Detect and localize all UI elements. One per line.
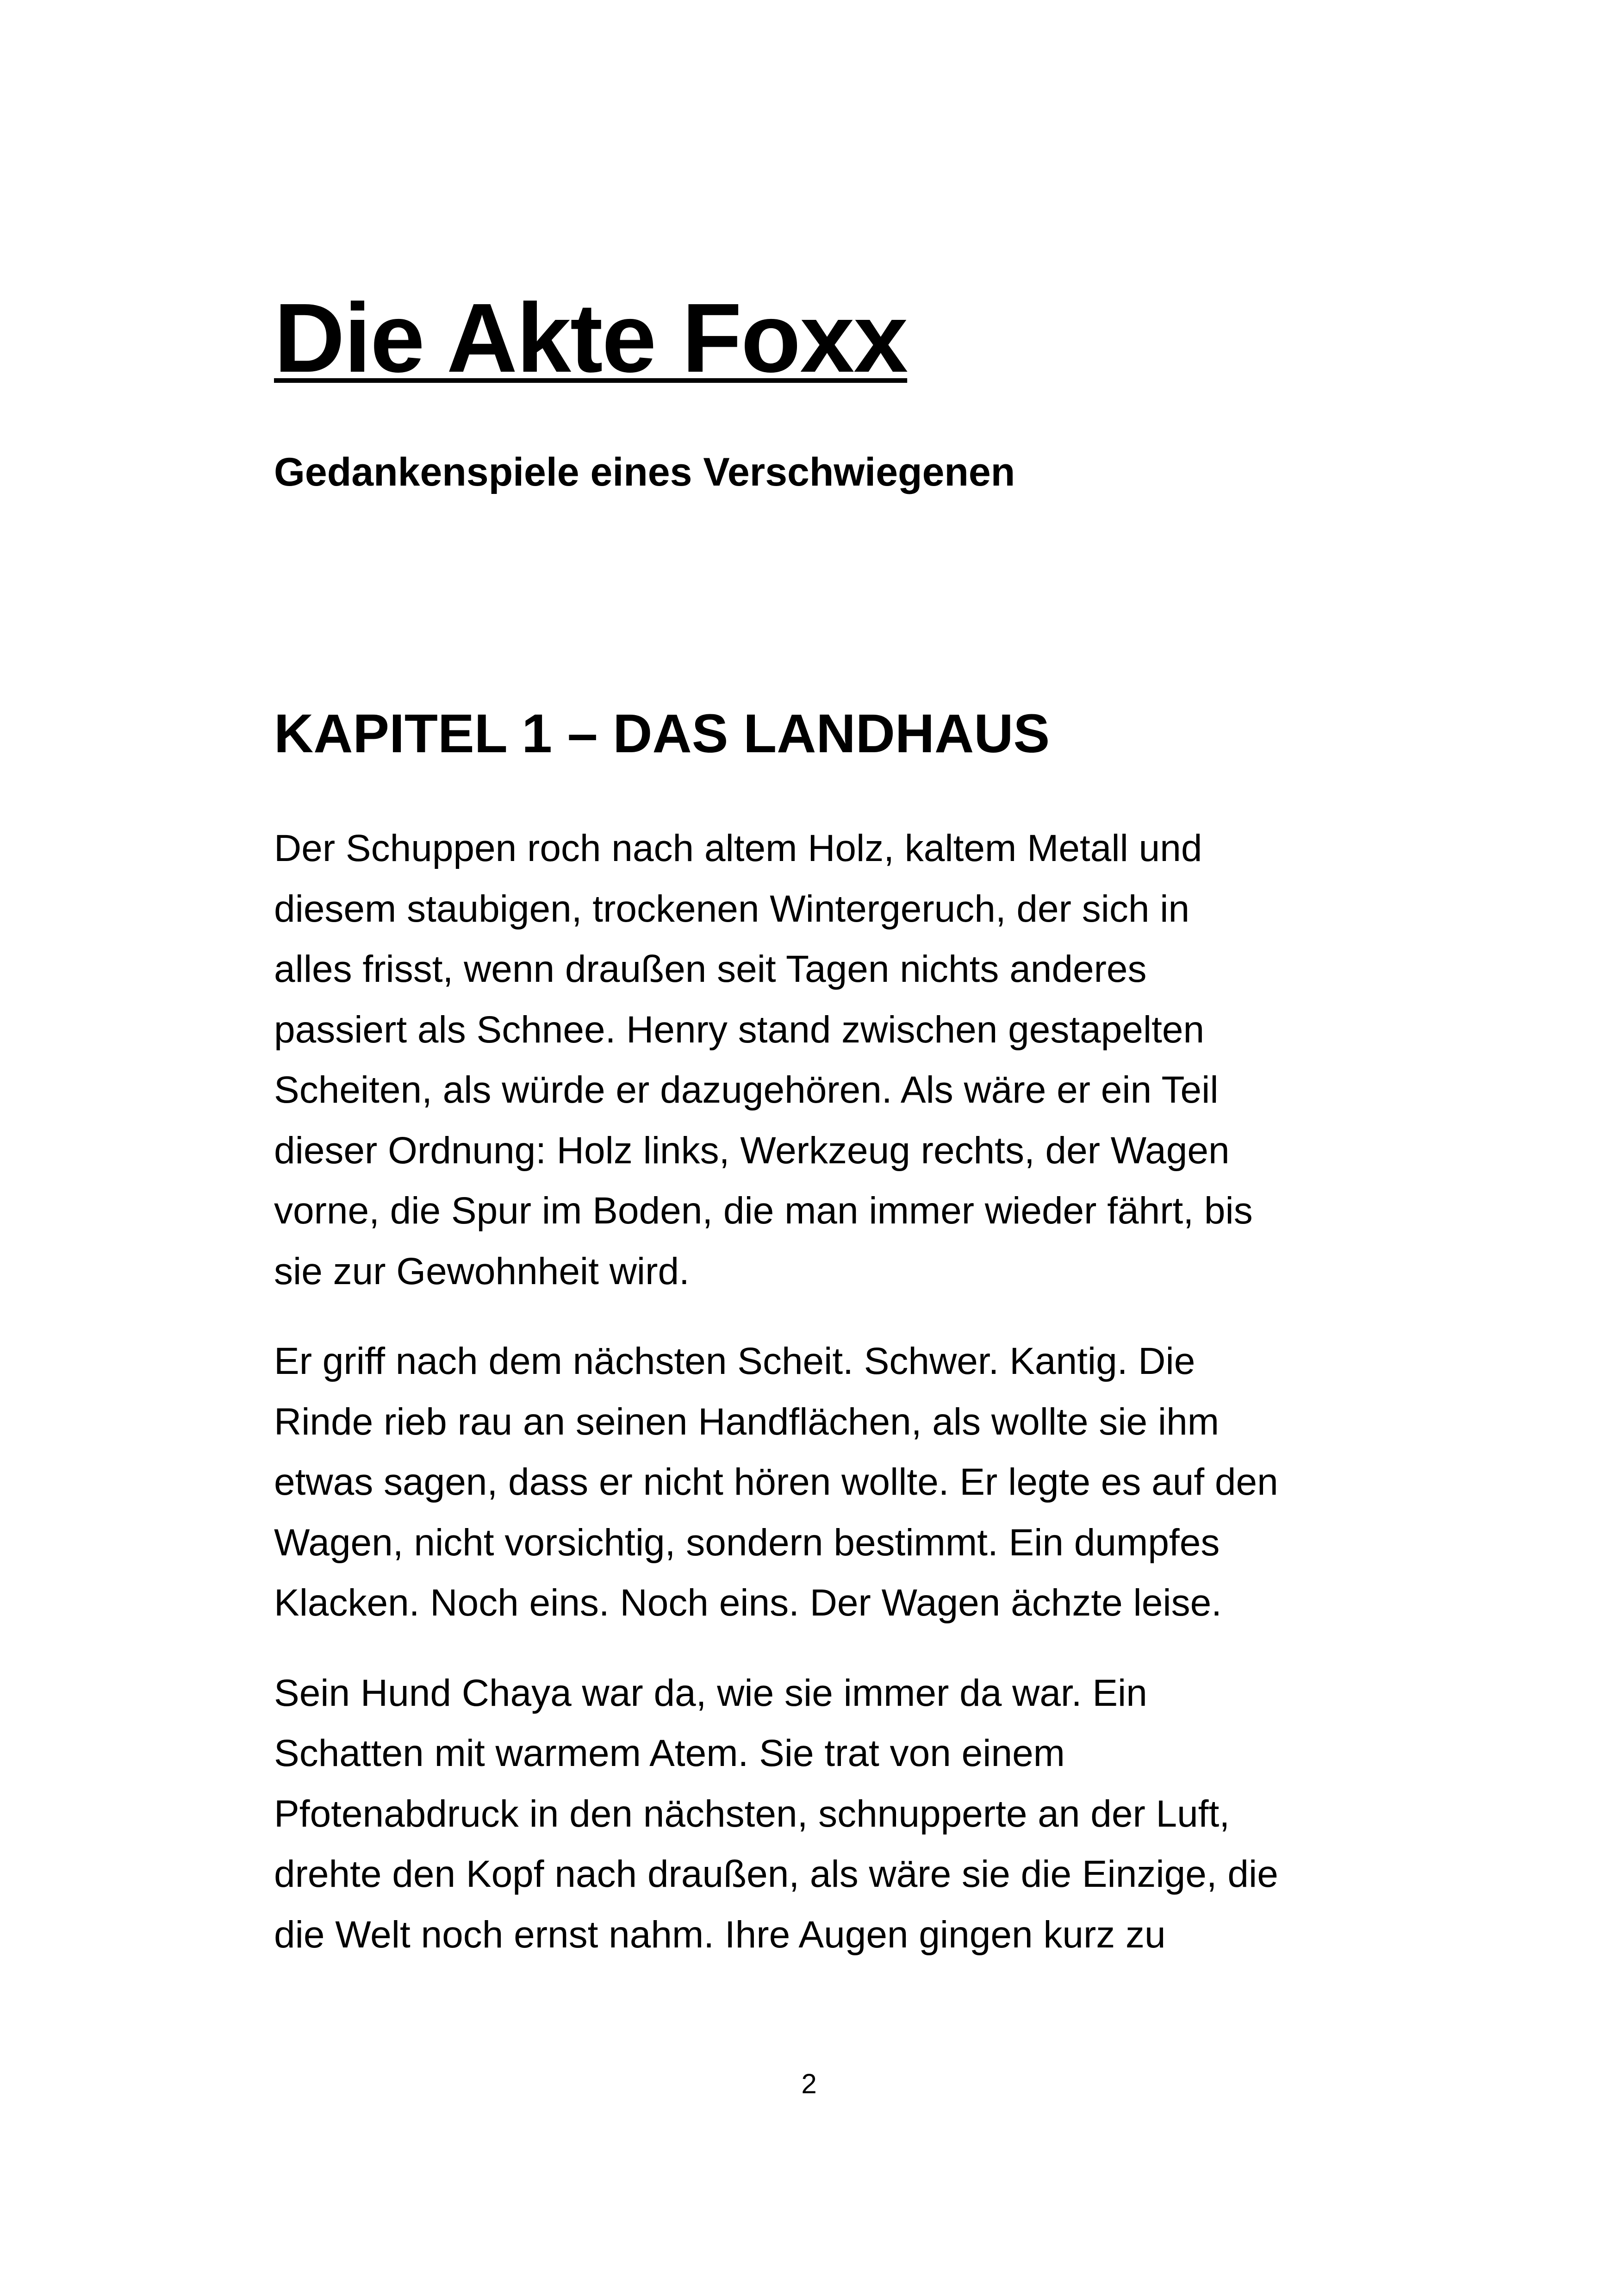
page-number: 2 xyxy=(801,2068,817,2099)
chapter-heading: KAPITEL 1 – DAS LANDHAUS xyxy=(274,703,1050,764)
text-line: drehte den Kopf nach draußen, als wäre sie die Einzige, die xyxy=(274,1853,1278,1895)
text-line: dieser Ordnung: Holz links, Werkzeug rechts, der Wagen xyxy=(274,1129,1230,1172)
text-line: sie zur Gewohnheit wird. xyxy=(274,1250,690,1292)
text-line: Klacken. Noch eins. Noch eins. Der Wagen ächzte leise. xyxy=(274,1582,1222,1624)
text-line: etwas sagen, dass er nicht hören wollte. Er legte es auf den xyxy=(274,1461,1278,1503)
text-line: passiert als Schnee. Henry stand zwischen gestapelten xyxy=(274,1008,1205,1051)
body-paragraph xyxy=(274,818,1385,1302)
text-line: Der Schuppen roch nach altem Holz, kaltem Metall und xyxy=(274,827,1202,869)
text-line: Pfotenabdruck in den nächsten, schnupperte an der Luft, xyxy=(274,1792,1230,1835)
body-paragraph xyxy=(274,1331,1385,1634)
text-line: Rinde rieb rau an seinen Handflächen, als wollte sie ihm xyxy=(274,1400,1220,1443)
text-line: Scheiten, als würde er dazugehören. Als wäre er ein Teil xyxy=(274,1069,1219,1111)
document-title: Die Akte Foxx xyxy=(274,283,908,393)
page-content xyxy=(274,278,1385,1965)
text-line: Er griff nach dem nächsten Scheit. Schwer. Kantig. Die xyxy=(274,1340,1195,1382)
text-line: vorne, die Spur im Boden, die man immer wieder fährt, bis xyxy=(274,1190,1253,1232)
text-line: die Welt noch ernst nahm. Ihre Augen gingen kurz zu xyxy=(274,1913,1166,1956)
text-line: diesem staubigen, trockenen Wintergeruch, der sich in xyxy=(274,887,1190,930)
text-line: Schatten mit warmem Atem. Sie trat von einem xyxy=(274,1732,1065,1774)
text-line: Wagen, nicht vorsichtig, sondern bestimmt. Ein dumpfes xyxy=(274,1521,1220,1564)
body-paragraph xyxy=(274,1663,1385,1965)
text-line: alles frisst, wenn draußen seit Tagen nichts anderes xyxy=(274,948,1147,990)
text-line: Sein Hund Chaya war da, wie sie immer da war. Ein xyxy=(274,1672,1147,1714)
document-subtitle: Gedankenspiele eines Verschwiegenen xyxy=(274,450,1015,494)
